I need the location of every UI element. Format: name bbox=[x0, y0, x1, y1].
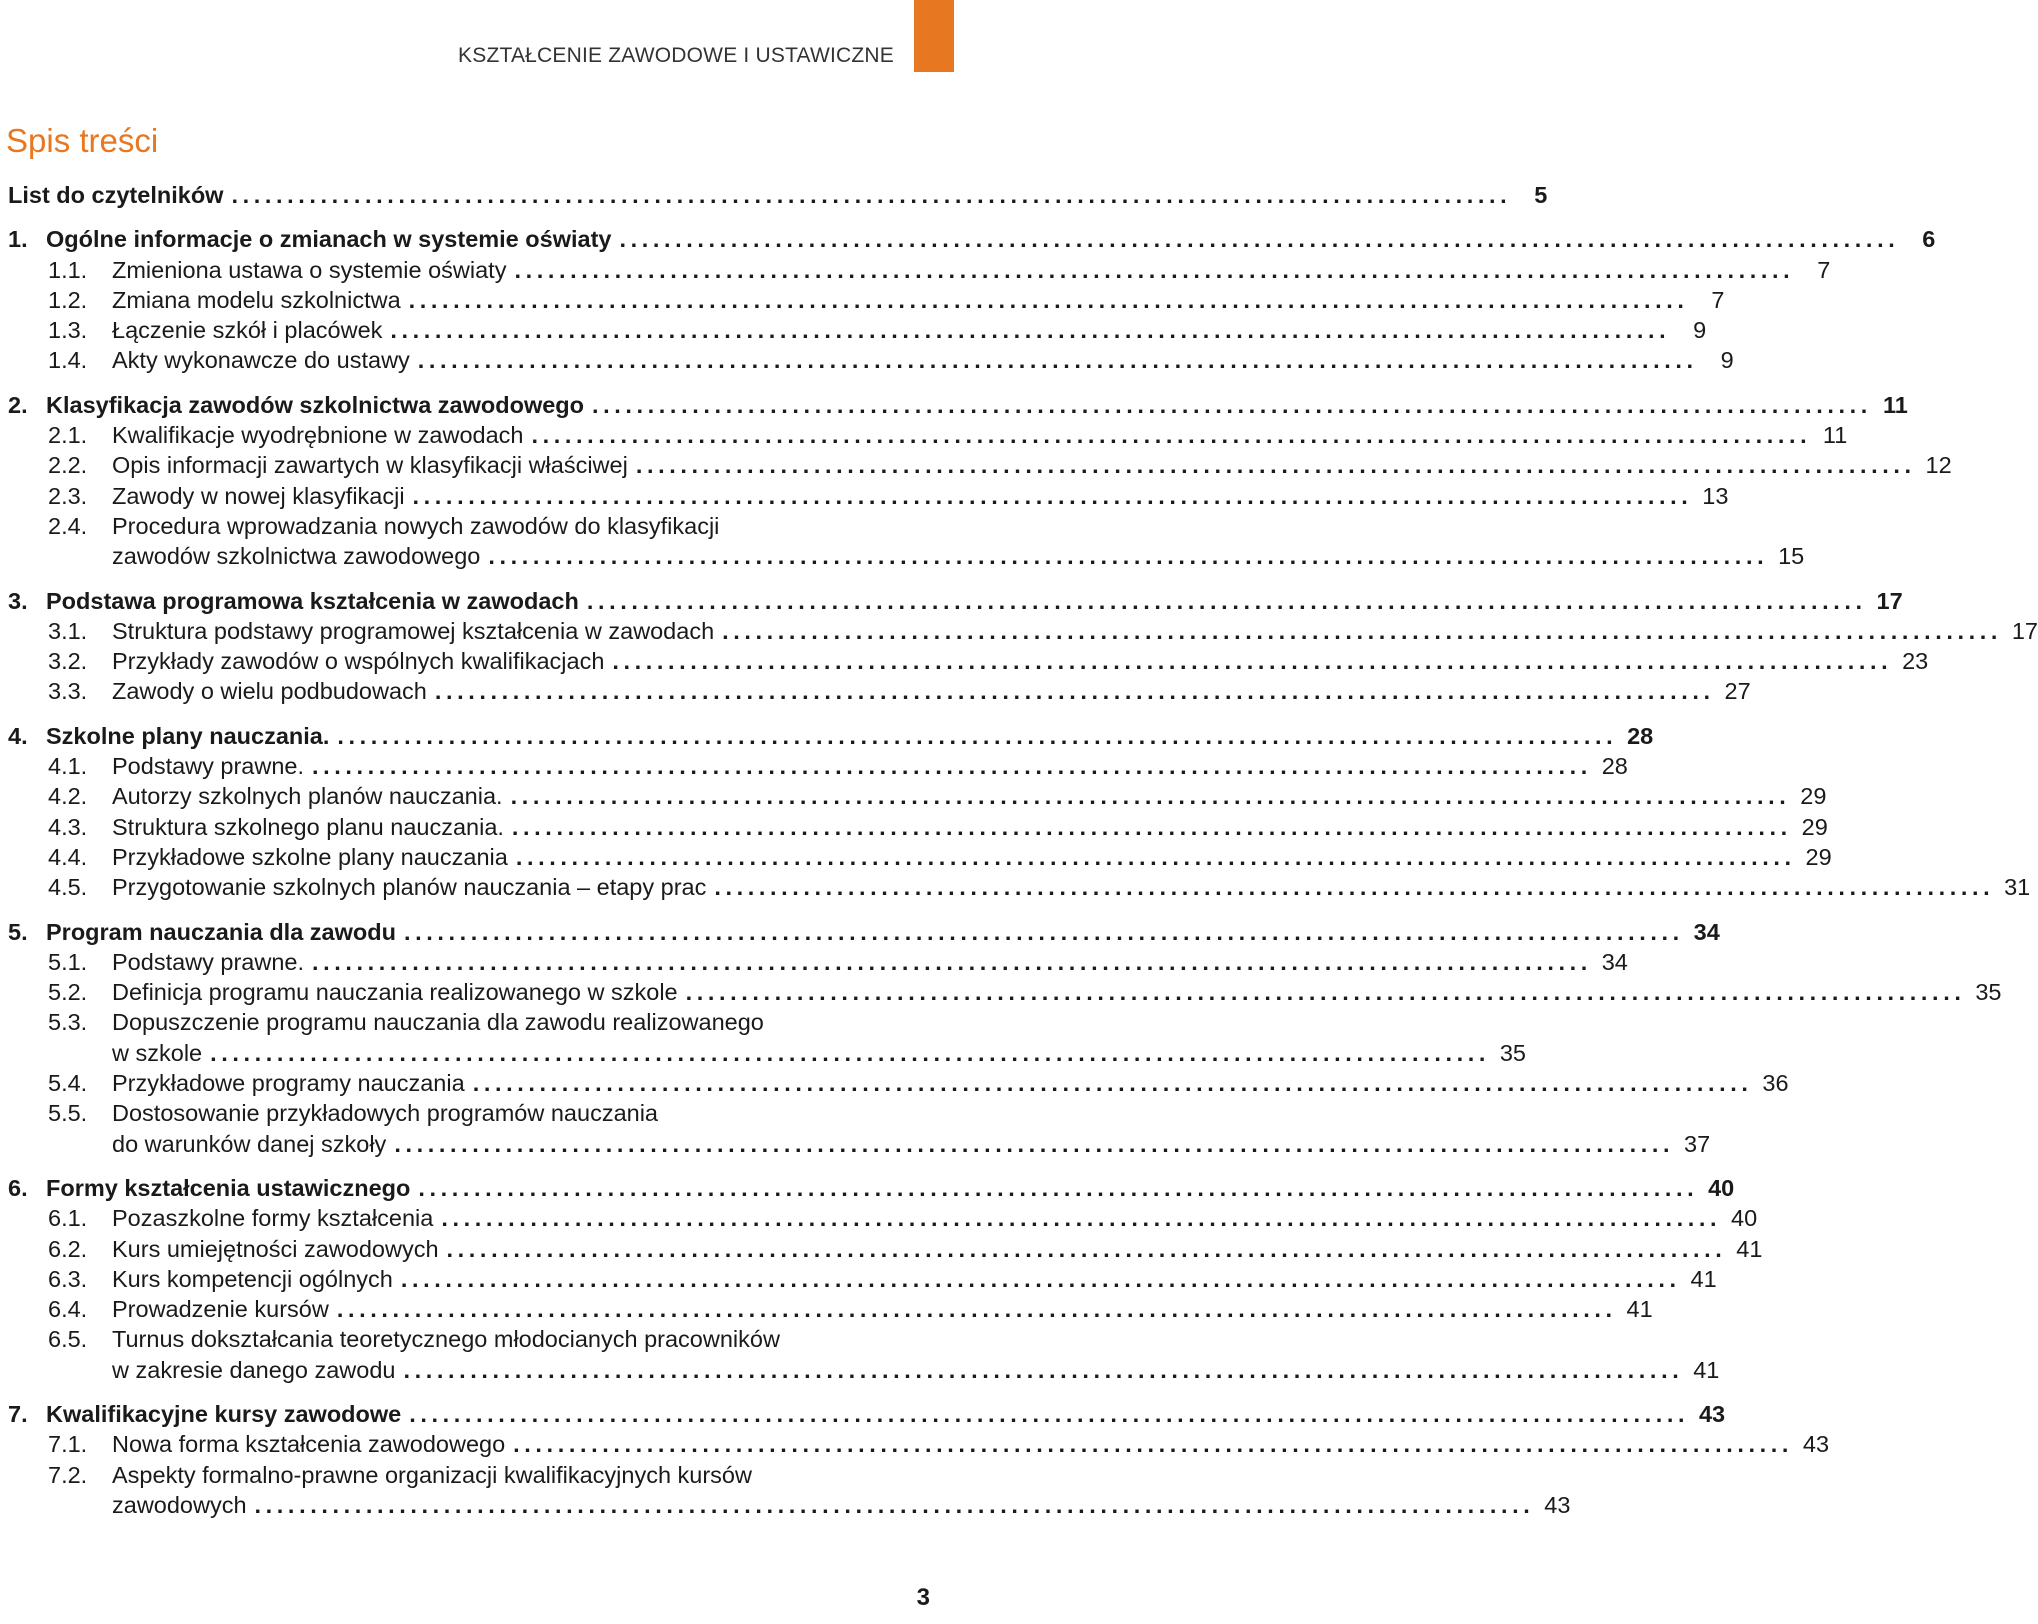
toc-entry[interactable] bbox=[8, 285, 1725, 315]
toc-entry-page: 40 bbox=[1708, 1174, 1735, 1201]
toc-entry-continuation[interactable] bbox=[8, 1355, 1720, 1385]
toc-entry-label: Przykładowe programy nauczania bbox=[112, 1070, 465, 1097]
dot-leader: ................................................................................................................... bbox=[408, 286, 1689, 313]
toc-entry-number: 4.1. bbox=[48, 753, 88, 780]
toc-entry-label: Program nauczania dla zawodu bbox=[46, 918, 396, 945]
toc-entry-label: Opis informacji zawartych w klasyfikacji właściwej bbox=[112, 452, 628, 479]
toc-entry-label: Kwalifikacje wyodrębnione w zawodach bbox=[112, 422, 524, 449]
toc-entry-page: 41 bbox=[1693, 1356, 1720, 1383]
toc-entry[interactable] bbox=[8, 1294, 1653, 1324]
dot-leader: ................................................................................................................... bbox=[514, 256, 1795, 283]
toc-entry-page: 7 bbox=[1817, 256, 1831, 283]
toc-entry[interactable] bbox=[8, 1324, 958, 1354]
toc-entry-label: Pozaszkolne formy kształcenia bbox=[112, 1205, 434, 1232]
toc-entry-number: 1. bbox=[8, 226, 28, 253]
toc-entry-page: 31 bbox=[2004, 874, 2031, 901]
toc-entry[interactable] bbox=[8, 450, 1952, 480]
dot-leader: ................................................................................................................... bbox=[612, 648, 1893, 675]
toc-entry[interactable] bbox=[8, 1460, 958, 1490]
toc-entry-number: 1.4. bbox=[48, 347, 88, 374]
toc-entry-number: 3.2. bbox=[48, 648, 88, 675]
toc-entry-page: 15 bbox=[1778, 543, 1805, 570]
running-header: KSZTAŁCENIE ZAWODOWE I USTAWICZNE bbox=[458, 44, 894, 67]
dot-leader: ................................................................................................................... bbox=[312, 948, 1592, 975]
toc-entry-label-continued: zawodów szkolnictwa zawodowego bbox=[112, 543, 481, 570]
dot-leader: ................................................................................................................... bbox=[403, 1356, 1684, 1383]
toc-entry-label: Turnus dokształcania teoretycznego młodocianych pracowników bbox=[112, 1326, 780, 1353]
toc-entry[interactable] bbox=[8, 1234, 1763, 1264]
toc-entry[interactable] bbox=[8, 676, 1751, 706]
toc-entry-page: 9 bbox=[1720, 347, 1734, 374]
toc-entry-label: Podstawa programowa kształcenia w zawodach bbox=[46, 587, 579, 614]
toc-entry-page: 35 bbox=[1975, 979, 2002, 1006]
toc-entry[interactable] bbox=[8, 616, 2038, 646]
toc-entry-number: 6.5. bbox=[48, 1326, 88, 1353]
toc-entry-label: Zmiana modelu szkolnictwa bbox=[112, 286, 401, 313]
toc-entry[interactable] bbox=[8, 255, 1831, 285]
toc-entry-number: 6. bbox=[8, 1174, 28, 1201]
toc-entry-page: 41 bbox=[1690, 1265, 1717, 1292]
toc-entry-page: 11 bbox=[1883, 391, 1908, 418]
toc-entry[interactable] bbox=[8, 947, 1628, 977]
toc-entry-number: 2.2. bbox=[48, 452, 88, 479]
toc-entry-page: 9 bbox=[1693, 317, 1707, 344]
toc-entry-page: 29 bbox=[1801, 813, 1828, 840]
toc-entry-label: Klasyfikacja zawodów szkolnictwa zawodowego bbox=[46, 391, 585, 418]
dot-leader: ................................................................................................................... bbox=[515, 843, 1796, 870]
dot-leader: ................................................................................................................... bbox=[635, 452, 1916, 479]
toc-entry-label: Aspekty formalno-prawne organizacji kwalifikacyjnych kursów bbox=[112, 1461, 752, 1488]
dot-leader: ................................................................................................................... bbox=[409, 1400, 1690, 1427]
toc-entry[interactable] bbox=[8, 646, 1929, 676]
toc-entry-number: 1.3. bbox=[48, 317, 88, 344]
toc-entry-continuation[interactable] bbox=[8, 1038, 1526, 1068]
toc-entry-label: Kwalifikacyjne kursy zawodowe bbox=[46, 1400, 402, 1427]
toc-entry-page: 28 bbox=[1601, 753, 1628, 780]
toc-entry-page: 37 bbox=[1684, 1130, 1711, 1157]
dot-leader: ................................................................................................................... bbox=[417, 347, 1698, 374]
toc-entry-number: 3.1. bbox=[48, 617, 88, 644]
dot-leader: ................................................................................................................... bbox=[531, 422, 1812, 449]
toc-entry-label: Zawody w nowej klasyfikacji bbox=[112, 482, 405, 509]
dot-leader: ................................................................................................................... bbox=[390, 317, 1671, 344]
toc-entry-number: 6.1. bbox=[48, 1205, 88, 1232]
toc-entry-number: 7.2. bbox=[48, 1461, 88, 1488]
toc-entry[interactable] bbox=[8, 1399, 1726, 1429]
dot-leader: ................................................................................................................... bbox=[488, 543, 1769, 570]
table-of-contents bbox=[8, 180, 2038, 1520]
toc-entry-page: 13 bbox=[1702, 482, 1729, 509]
dot-leader: ................................................................................................................... bbox=[586, 587, 1867, 614]
dot-leader: ................................................................................................................... bbox=[336, 1296, 1617, 1323]
toc-entry-number: 5.4. bbox=[48, 1070, 88, 1097]
dot-leader: ................................................................................................................... bbox=[592, 391, 1872, 418]
toc-entry-number: 6.4. bbox=[48, 1296, 88, 1323]
toc-entry-label: Podstawy prawne. bbox=[112, 948, 305, 975]
dot-leader: ................................................................................................................... bbox=[446, 1235, 1727, 1262]
toc-entry-number: 6.3. bbox=[48, 1265, 88, 1292]
toc-entry-page: 41 bbox=[1626, 1296, 1653, 1323]
toc-entry-label: Zmieniona ustawa o systemie oświaty bbox=[112, 256, 507, 283]
toc-entry-number: 2. bbox=[8, 391, 28, 418]
toc-entry[interactable] bbox=[8, 1068, 1789, 1098]
toc-entry-continuation[interactable] bbox=[8, 541, 1805, 571]
toc-entry-number: 5.2. bbox=[48, 979, 88, 1006]
toc-entry[interactable] bbox=[8, 224, 1936, 254]
toc-entry-page: 34 bbox=[1693, 918, 1720, 945]
dot-leader: ................................................................................................................... bbox=[418, 1174, 1699, 1201]
toc-entry-label: Szkolne plany nauczania. bbox=[46, 722, 330, 749]
toc-entry-continuation[interactable] bbox=[8, 1129, 1711, 1159]
toc-entry-number: 4.3. bbox=[48, 813, 88, 840]
toc-entry[interactable] bbox=[8, 180, 1548, 210]
dot-leader: ................................................................................................................... bbox=[441, 1205, 1722, 1232]
toc-entry-number: 7. bbox=[8, 1400, 28, 1427]
toc-entry-label: Zawody o wielu podbudowach bbox=[112, 678, 427, 705]
toc-entry-page: 5 bbox=[1534, 182, 1548, 208]
toc-entry-label: Przykładowe szkolne plany nauczania bbox=[112, 843, 508, 870]
toc-entry-label-continued: w szkole bbox=[112, 1039, 203, 1066]
toc-entry-number: 4.5. bbox=[48, 874, 88, 901]
dot-leader: ................................................................................................................... bbox=[513, 1431, 1794, 1458]
dot-leader: ................................................................................................................... bbox=[714, 874, 1995, 901]
toc-entry-label: Procedura wprowadzania nowych zawodów do klasyfikacji bbox=[112, 512, 720, 539]
dot-leader: ................................................................................................................... bbox=[412, 482, 1693, 509]
dot-leader: ................................................................................................................... bbox=[210, 1039, 1490, 1066]
toc-entry-page: 29 bbox=[1800, 783, 1827, 810]
toc-entry-number: 3.3. bbox=[48, 678, 88, 705]
toc-entry-number: 7.1. bbox=[48, 1431, 88, 1458]
toc-entry-page: 35 bbox=[1499, 1039, 1526, 1066]
toc-entry-label: Nowa forma kształcenia zawodowego bbox=[112, 1431, 506, 1458]
dot-leader: ................................................................................................................... bbox=[472, 1070, 1753, 1097]
toc-entry[interactable] bbox=[8, 1007, 958, 1037]
toc-entry-number: 1.2. bbox=[48, 286, 88, 313]
toc-entry-number: 5. bbox=[8, 918, 28, 945]
toc-entry-page: 40 bbox=[1731, 1205, 1758, 1232]
dot-leader: ................................................................................................................... bbox=[510, 783, 1791, 810]
toc-entry-label: Autorzy szkolnych planów nauczania. bbox=[112, 783, 503, 810]
toc-entry-label: Dopuszczenie programu nauczania dla zawodu realizowanego bbox=[112, 1009, 764, 1036]
dot-leader: ................................................................................................................... bbox=[394, 1130, 1675, 1157]
toc-entry[interactable] bbox=[8, 1264, 1717, 1294]
toc-entry-label: Dostosowanie przykładowych programów nauczania bbox=[112, 1100, 658, 1127]
toc-entry[interactable] bbox=[8, 1098, 958, 1128]
page-number: 3 bbox=[916, 1584, 930, 1611]
toc-entry-number: 3. bbox=[8, 587, 28, 614]
toc-entry[interactable] bbox=[8, 781, 1827, 811]
toc-entry-number: 5.5. bbox=[48, 1100, 88, 1127]
toc-entry-label: Przygotowanie szkolnych planów nauczania – etapy prac bbox=[112, 874, 707, 901]
toc-entry-number: 2.3. bbox=[48, 482, 88, 509]
toc-entry-label: Ogólne informacje o zmianach w systemie oświaty bbox=[46, 226, 612, 253]
toc-entry-label-continued: zawodowych bbox=[112, 1491, 247, 1518]
toc-entry[interactable] bbox=[8, 586, 1903, 616]
toc-entry-label: Struktura podstawy programowej kształcenia w zawodach bbox=[112, 617, 715, 644]
dot-leader: ................................................................................................................... bbox=[434, 678, 1715, 705]
toc-entry[interactable] bbox=[8, 1173, 1735, 1203]
toc-entry[interactable] bbox=[8, 872, 2031, 902]
toc-entry-number: 4. bbox=[8, 722, 28, 749]
toc-entry-page: 27 bbox=[1724, 678, 1751, 705]
toc-entry-page: 17 bbox=[2011, 617, 2038, 644]
toc-entry-label: Akty wykonawcze do ustawy bbox=[112, 347, 410, 374]
toc-entry-page: 6 bbox=[1922, 226, 1936, 253]
toc-entry-page: 7 bbox=[1711, 286, 1725, 313]
toc-entry-page: 28 bbox=[1627, 722, 1654, 749]
toc-entry-label-continued: do warunków danej szkoły bbox=[112, 1130, 387, 1157]
toc-entry-number: 2.4. bbox=[48, 512, 88, 539]
dot-leader: ................................................................................................................... bbox=[400, 1265, 1681, 1292]
toc-entry-page: 36 bbox=[1762, 1070, 1789, 1097]
toc-entry-page: 17 bbox=[1876, 587, 1903, 614]
dot-leader: ................................................................................................................... bbox=[254, 1491, 1535, 1518]
toc-entry[interactable] bbox=[8, 812, 1828, 842]
dot-leader: ................................................................................................................... bbox=[511, 813, 1792, 840]
toc-entry-label: Kurs umiejętności zawodowych bbox=[112, 1235, 439, 1262]
toc-entry-label: Formy kształcenia ustawicznego bbox=[46, 1174, 411, 1201]
toc-entry-number: 4.2. bbox=[48, 783, 88, 810]
toc-entry[interactable] bbox=[8, 721, 1654, 751]
toc-entry-label-continued: w zakresie danego zawodu bbox=[112, 1356, 396, 1383]
toc-entry-page: 23 bbox=[1902, 648, 1929, 675]
toc-entry-page: 41 bbox=[1736, 1235, 1763, 1262]
toc-entry-label: Definicja programu nauczania realizowanego w szkole bbox=[112, 979, 678, 1006]
dot-leader: ................................................................................................................... bbox=[619, 226, 1900, 253]
dot-leader: ................................................................................................................... bbox=[403, 918, 1684, 945]
dot-leader: ................................................................................................................... bbox=[685, 979, 1966, 1006]
toc-entry[interactable] bbox=[8, 1429, 1830, 1459]
toc-entry-page: 43 bbox=[1698, 1400, 1726, 1427]
toc-entry[interactable] bbox=[8, 751, 1628, 781]
toc-entry-label: Struktura szkolnego planu nauczania. bbox=[112, 813, 504, 840]
toc-entry[interactable] bbox=[8, 1203, 1758, 1233]
toc-entry-label: Kurs kompetencji ogólnych bbox=[112, 1265, 393, 1292]
toc-entry[interactable] bbox=[8, 977, 2002, 1007]
orange-accent-tab bbox=[914, 0, 954, 72]
toc-entry-label: Podstawy prawne. bbox=[112, 753, 305, 780]
dot-leader: ................................................................................................................... bbox=[312, 753, 1592, 780]
toc-entry-label: Przykłady zawodów o wspólnych kwalifikacjach bbox=[112, 648, 605, 675]
toc-entry-page: 34 bbox=[1601, 948, 1628, 975]
dot-leader: ................................................................................................................... bbox=[231, 182, 1512, 208]
toc-entry-label: List do czytelników bbox=[8, 182, 224, 208]
toc-entry[interactable] bbox=[8, 420, 1848, 450]
toc-entry-number: 5.3. bbox=[48, 1009, 88, 1036]
toc-entry[interactable] bbox=[8, 390, 1908, 420]
toc-entry[interactable] bbox=[8, 345, 1734, 375]
toc-entry-number: 2.1. bbox=[48, 422, 88, 449]
toc-entry-number: 4.4. bbox=[48, 843, 88, 870]
toc-title: Spis treści bbox=[6, 122, 159, 159]
toc-entry[interactable] bbox=[8, 842, 1832, 872]
toc-entry-page: 12 bbox=[1925, 452, 1952, 479]
toc-entry[interactable] bbox=[8, 315, 1707, 345]
toc-entry[interactable] bbox=[8, 511, 958, 541]
toc-entry-page: 11 bbox=[1822, 422, 1848, 449]
toc-entry-number: 1.1. bbox=[48, 256, 88, 283]
toc-entry-number: 5.1. bbox=[48, 948, 88, 975]
dot-leader: ................................................................................................................... bbox=[722, 617, 2002, 644]
toc-entry-continuation[interactable] bbox=[8, 1490, 1571, 1520]
dot-leader: ................................................................................................................... bbox=[337, 722, 1618, 749]
toc-entry-number: 6.2. bbox=[48, 1235, 88, 1262]
toc-entry-label: Prowadzenie kursów bbox=[112, 1296, 329, 1323]
toc-entry[interactable] bbox=[8, 481, 1729, 511]
toc-entry-page: 43 bbox=[1544, 1491, 1571, 1518]
toc-entry-label: Łączenie szkół i placówek bbox=[112, 317, 383, 344]
toc-entry-page: 43 bbox=[1802, 1431, 1830, 1458]
toc-entry-page: 29 bbox=[1805, 843, 1832, 870]
toc-entry[interactable] bbox=[8, 917, 1720, 947]
